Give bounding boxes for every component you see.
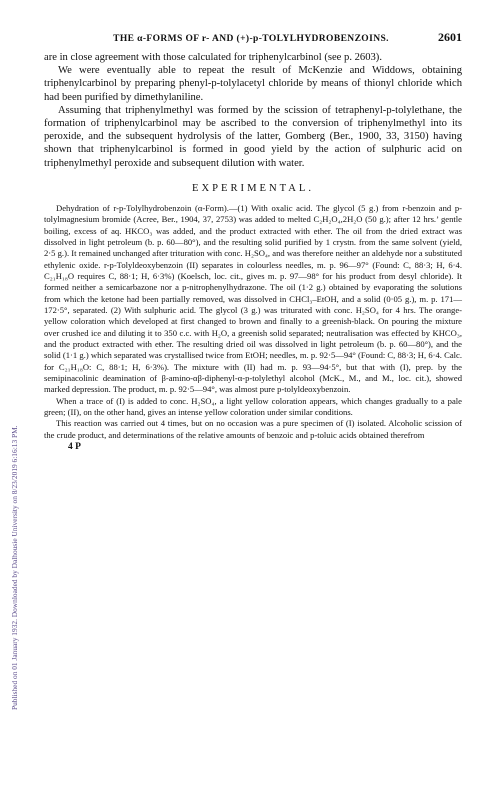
paragraph: are in close agreement with those calculated for triphenylcarbinol (see p. 2603). xyxy=(44,52,382,63)
main-text xyxy=(44,51,462,170)
experimental-paragraph: When a trace of (I) is added to conc. H₂SO₄, a light yellow coloration appears, which changes gradually to a pale green; (II), on the other hand, gives an intense yellow coloration under similar conditions. xyxy=(44,395,462,418)
download-watermark-text: Published on 01 January 1932. Downloaded by Dalhousie University on 8/23/2019 6:16:13 PM. xyxy=(10,425,19,710)
journal-page xyxy=(44,30,462,452)
download-watermark xyxy=(0,60,20,710)
paragraph: Assuming that triphenylmethyl was formed by the scission of tetraphenyl-p-tolylethane, the formation of triphenylcarbinol may be ascribed to the conversion of triphenylmethyl into its peroxide, and the subsequent hydrolysis of the latter, Gomberg (Ber., 1900, 33, 3150) having shown that triphenylcarbinol is formed in good yield by the action of sulphuric acid on triphenylmethyl peroxide and subsequent dilution with water. xyxy=(44,104,462,169)
paragraph: We were eventually able to repeat the result of McKenzie and Widdows, obtaining triphenylcarbinol by preparing phenyl-p-tolylacetyl chloride by means of thionyl chloride which had been purified by dimethylaniline. xyxy=(44,65,462,103)
experimental-paragraph: Dehydration of r-p-Tolylhydrobenzoin (α-Form).—(1) With oxalic acid. The glycol (5 g.) from r-benzoin and p-tolylmagnesium bromide (Acree, Ber., 1904, 37, 2753) was added to melted C₂H₂O₄,2H₂O (50 g.); after 12 hrs.’ gentle boiling, excess of aq. HKCO₃ was added, and the product extracted with ether. The oil from the dried extract was dissolved in light petroleum (b. p. 60—80°), and the resulting solid purified by 1 crystn. from the same solvent (yield, 2·5 g.). It remained unchanged after trituration with conc. H₂SO₄, and was therefore neither an aldehyde nor a substituted ethylenic oxide. r-p-Tolyldeoxybenzoin (II) separates in colourless needles, m. p. 96—97° (Found: C, 88·3; H, 6·4. C₂₁H₁₈O requires C, 88·1; H, 6·3%) (Koelsch, loc. cit., gives m. p. 97—98° for his product from desyl chloride). It formed neither a semicarbazone nor a p-nitrophenylhydrazone. The oil (1·2 g.) obtained by evaporating the solutions from which the ketone had been partially removed, was dissolved in CHCl₃–EtOH, and a solid (0·05 g.), m. p. 171—172·5°, separated. (2) With sulphuric acid. The glycol (3 g.) was triturated with conc. H₂SO₄ for 4 hrs. The orange-yellow coloration which developed at first changed to brown and finally to a greenish-black. On pouring the mixture over crushed ice and diluting it to 350 c.c. with H₂O, a greenish solid separated; neutralisation was effected by KHCO₃, and the product extracted with ether. The resulting dried oil was dissolved in light petroleum (b. p. 60—80°), and the solid (1·1 g.) which separated was crystallised twice from EtOH; needles, m. p. 92·5—94° (Found: C, 88·3; H, 6·4. Calc. for C₂₁H₁₈O: C, 88·1; H, 6·3%). The mixture with (II) had m. p. 93—94·5°, but that with (I), prep. by the semipinacolinic deamination of β-amino-αβ-diphenyl-α-p-tolylethyl alcohol (McK., M., and M., loc. cit.), showed marked depression. The product, m. p. 92·5—94°, was almost pure p-tolyldeoxybenzoin. xyxy=(44,202,462,395)
experimental-paragraph: This reaction was carried out 4 times, but on no occasion was a pure specimen of (I) isolated. Alcoholic scission of the crude product, and determinations of the relative amounts of benzoic and p-toluic acids obtained therefrom xyxy=(44,418,462,440)
running-title: THE α-FORMS OF r- AND (+)-p-TOLYLHYDROBENZOINS. xyxy=(113,34,389,44)
page-number: 2601 xyxy=(438,30,462,44)
experimental-text xyxy=(44,203,462,441)
section-heading: EXPERIMENTAL. xyxy=(191,182,314,194)
running-header xyxy=(44,30,462,45)
signature-mark: 4 P xyxy=(68,442,81,453)
